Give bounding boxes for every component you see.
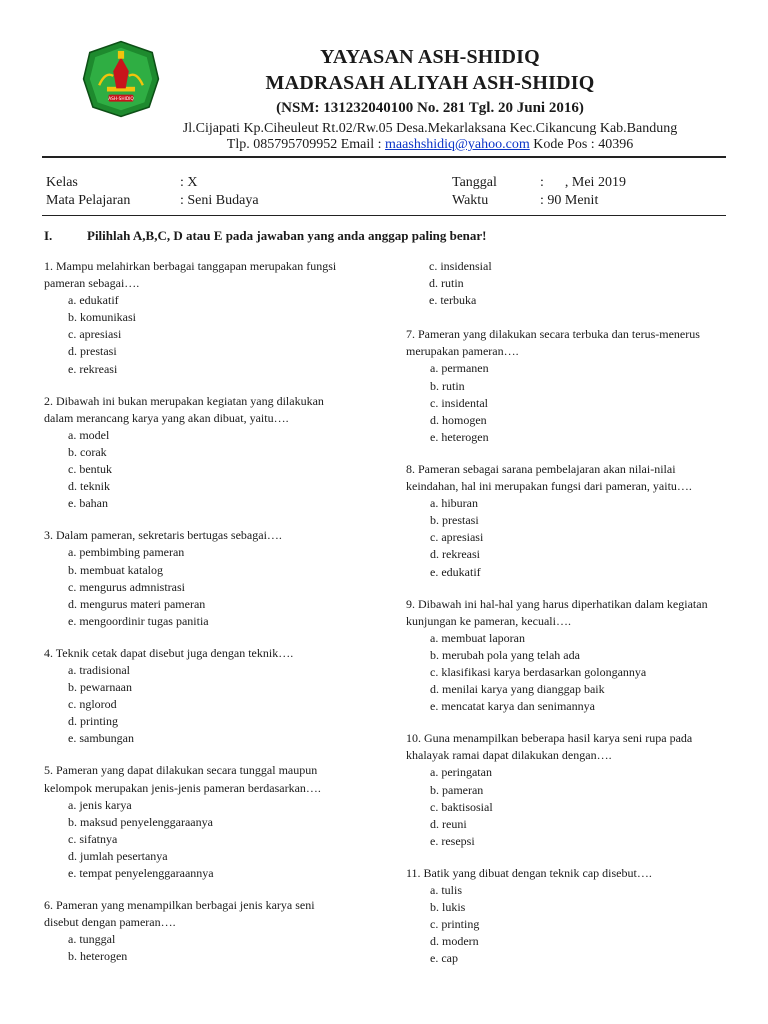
question-text: pameran sebagai…. [44, 276, 140, 291]
question-item [406, 461, 736, 581]
answer-option: b. merubah pola yang telah ada [430, 647, 580, 662]
question-text: kelompok merupakan jenis-jenis pameran berdasarkan…. [44, 780, 321, 795]
answer-option: d. jumlah pesertanya [68, 848, 168, 863]
question-item [406, 596, 736, 716]
school-name: MADRASAH ALIYAH ASH-SHIDIQ [265, 72, 595, 94]
answer-option: c. apresiasi [68, 327, 122, 342]
section-instruction [44, 228, 487, 244]
question-text: keindahan, hal ini merupakan fungsi dari pameran, yaitu…. [406, 479, 692, 494]
question-text: 11. Batik yang dibuat dengan teknik cap disebut…. [406, 865, 652, 880]
answer-option: c. sifatnya [68, 831, 118, 846]
answer-option: a. tunggal [68, 932, 116, 947]
kelas-label: Kelas [46, 175, 78, 190]
answer-option: a. jenis karya [68, 797, 132, 812]
info-rule [42, 215, 726, 216]
answer-option: a. model [68, 427, 110, 442]
answer-option: d. rutin [429, 276, 464, 291]
question-item [44, 258, 374, 378]
answer-option: d. mengurus materi pameran [68, 596, 206, 611]
answer-option: d. teknik [68, 479, 110, 494]
school-contact [150, 137, 710, 153]
answer-option: e. resepsi [430, 833, 475, 848]
questions-left-column [44, 258, 374, 980]
registration-number: (NSM: 131232040100 No. 281 Tgl. 20 Juni 2016) [276, 100, 584, 116]
tanggal-label: Tanggal [452, 175, 497, 190]
answer-option: b. heterogen [68, 949, 128, 964]
question-text: 2. Dibawah ini bukan merupakan kegiatan yang dilakukan [44, 393, 324, 408]
questions-right-column [406, 258, 736, 982]
question-6-continued [406, 258, 736, 309]
question-text: 6. Pameran yang menampilkan berbagai jenis karya seni [44, 898, 315, 913]
question-item [44, 897, 374, 965]
answer-option: e. tempat penyelenggaraannya [68, 866, 214, 880]
question-item [44, 527, 374, 630]
waktu-value: : 90 Menit [540, 193, 599, 208]
question-item [406, 730, 736, 850]
contact-phone: Tlp. 085795709952 Email : [226, 137, 386, 152]
question-item [44, 645, 374, 748]
answer-option: b. pameran [430, 782, 484, 797]
answer-option: a. hiburan [430, 496, 478, 511]
mapel-value: : Seni Budaya [180, 193, 259, 208]
answer-option: b. pewarnaan [68, 680, 132, 695]
answer-option: d. printing [68, 714, 118, 729]
answer-option: e. edukatif [430, 564, 481, 579]
answer-option: c. baktisosial [430, 799, 493, 814]
answer-option: d. reuni [430, 816, 467, 831]
answer-option: b. maksud penyelenggaraanya [68, 814, 213, 829]
answer-option: b. komunikasi [68, 310, 136, 325]
section-number: I. [44, 228, 53, 243]
school-address: Jl.Cijapati Kp.Ciheuleut Rt.02/Rw.05 Desa.Mekarlaksana Kec.Cikancung Kab.Bandung [182, 121, 678, 136]
question-text: 8. Pameran sebagai sarana pembelajaran akan nilai-nilai [406, 461, 676, 476]
answer-option: d. rekreasi [430, 547, 480, 562]
answer-option: c. insidensial [429, 259, 492, 273]
question-text: dalam merancang karya yang akan dibuat, yaitu…. [44, 410, 289, 425]
waktu-label: Waktu [452, 193, 489, 208]
instruction-text: Pilihlah A,B,C, D atau E pada jawaban yang anda anggap paling benar! [87, 228, 487, 243]
question-text: kunjungan ke pameran, kecuali…. [406, 613, 571, 628]
school-logo [82, 40, 160, 118]
question-item [406, 865, 736, 968]
answer-option: c. nglorod [68, 697, 117, 712]
answer-option: e. mencatat karya dan senimannya [430, 699, 595, 714]
answer-option: e. sambungan [68, 731, 134, 746]
answer-option: a. pembimbing pameran [68, 545, 185, 560]
answer-option: b. rutin [430, 378, 465, 393]
logo-text: ASH-SHIDIQ [108, 97, 134, 103]
answer-option: e. mengoordinir tugas panitia [68, 613, 209, 628]
question-item [44, 762, 374, 882]
answer-option: a. tulis [430, 883, 462, 897]
answer-option: e. terbuka [429, 293, 477, 308]
postal-code: Kode Pos : 40396 [529, 137, 634, 152]
question-text: 4. Teknik cetak dapat disebut juga dengan teknik…. [44, 645, 294, 660]
answer-option: d. menilai karya yang dianggap baik [430, 682, 605, 697]
answer-option: e. heterogen [430, 429, 489, 444]
answer-option: e. bahan [68, 496, 108, 511]
answer-option: a. edukatif [68, 293, 119, 308]
answer-option: a. membuat laporan [430, 630, 525, 645]
answer-option: c. apresiasi [430, 530, 484, 545]
answer-option: c. mengurus admnistrasi [68, 579, 185, 594]
answer-option: a. peringatan [430, 765, 492, 780]
answer-option: b. corak [68, 444, 107, 459]
question-text: 3. Dalam pameran, sekretaris bertugas sebagai…. [44, 528, 282, 543]
question-text: 9. Dibawah ini hal-hal yang harus diperhatikan dalam kegiatan [406, 596, 708, 611]
tanggal-value: : , Mei 2019 [540, 175, 626, 190]
email-link[interactable]: maashshidiq@yahoo.com [385, 137, 530, 152]
question-text: 5. Pameran yang dapat dilakukan secara tunggal maupun [44, 763, 318, 778]
answer-option: d. homogen [430, 412, 487, 427]
answer-option: c. printing [430, 917, 480, 932]
foundation-name: YAYASAN ASH-SHIDIQ [320, 46, 540, 68]
question-text: 7. Pameran yang dilakukan secara terbuka dan terus-menerus [406, 327, 700, 342]
header-rule [42, 156, 726, 158]
answer-option: c. insidental [430, 395, 488, 410]
answer-option: c. klasifikasi karya berdasarkan golongannya [430, 664, 647, 679]
mapel-label: Mata Pelajaran [46, 193, 131, 208]
answer-option: e. cap [430, 951, 458, 966]
questions-right-list [406, 326, 736, 967]
answer-option: c. bentuk [68, 462, 112, 477]
question-text: 10. Guna menampilkan beberapa hasil karya seni rupa pada [406, 731, 693, 746]
answer-option: d. modern [430, 934, 479, 949]
kelas-value: : X [180, 175, 198, 190]
answer-option: b. prestasi [430, 513, 479, 528]
question-item [406, 326, 736, 446]
question-text: 1. Mampu melahirkan berbagai tanggapan merupakan fungsi [44, 259, 337, 273]
answer-option: e. rekreasi [68, 361, 118, 376]
answer-option: b. lukis [430, 900, 466, 915]
answer-option: a. permanen [430, 361, 489, 376]
answer-option: d. prestasi [68, 344, 117, 359]
question-text: khalayak ramai dapat dilakukan dengan…. [406, 748, 612, 763]
question-item [44, 393, 374, 513]
question-text: merupakan pameran…. [406, 344, 519, 359]
answer-option: a. tradisional [68, 662, 130, 677]
answer-option: b. membuat katalog [68, 562, 163, 577]
question-text: disebut dengan pameran…. [44, 915, 176, 930]
